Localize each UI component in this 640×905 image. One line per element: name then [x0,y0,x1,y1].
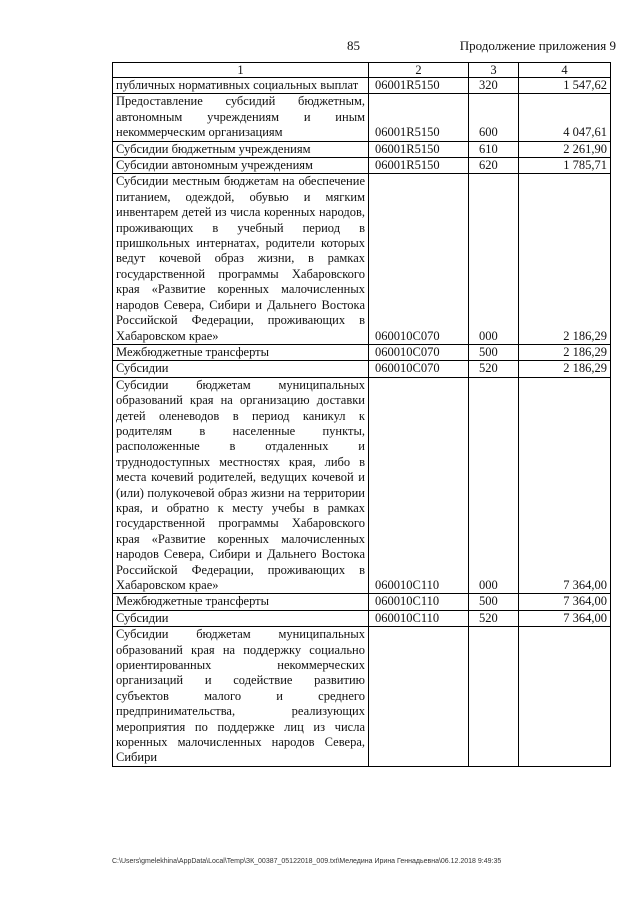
row-code: 060010С110 [369,377,469,594]
column-header: 1 [113,63,369,78]
table-row [113,377,611,594]
table-header-row [113,63,611,78]
row-amount: 7 364,00 [519,594,611,610]
row-type: 500 [469,344,519,360]
table-row [113,627,611,767]
row-type: 500 [469,594,519,610]
row-type: 610 [469,141,519,157]
budget-table [112,62,611,767]
row-name: Субсидии бюджетным учреждениям [113,141,369,157]
row-type [469,627,519,767]
row-name: Субсидии [113,610,369,626]
column-header: 2 [369,63,469,78]
row-name: Субсидии местным бюджетам на обеспечение питанием, одеждой, обувью и мягким инвентарем детей из числа коренных народов, проживающих в учебный период в пришкольных интернатах, родители которых ведут кочевой образ жизни, в рамках государственной программы Хабаровского края «Развитие коренных малочисленных народов Севера, Сибири и Дальнего Востока Российской Федерации, проживающих в Хабаровском крае» [113,174,369,344]
row-type: 320 [469,78,519,94]
row-amount: 2 261,90 [519,141,611,157]
row-code [369,627,469,767]
row-code: 060010С070 [369,361,469,377]
row-name: публичных нормативных социальных выплат [113,78,369,94]
row-code: 06001R5150 [369,158,469,174]
row-amount: 2 186,29 [519,174,611,344]
row-amount: 7 364,00 [519,377,611,594]
row-name: Субсидии бюджетам муниципальных образований края на поддержку социально ориентированных некоммерческих организаций и содействие развитию субъектов малого и среднего предпринимательства, реализующих мероприятия по поддержке лиц из числа коренных малочисленных народов Севера, Сибири [113,627,369,767]
table-row [113,361,611,377]
row-amount: 4 047,61 [519,94,611,141]
file-path-footer: C:\Users\gmelekhina\AppData\Local\Temp\ЗК_00387_05122018_009.txt\Меледина Ирина Геннадьевна\06.12.2018 9:49:35 [112,858,502,865]
row-amount: 7 364,00 [519,610,611,626]
row-name: Межбюджетные трансферты [113,594,369,610]
row-name: Субсидии [113,361,369,377]
row-amount: 2 186,29 [519,361,611,377]
table-row [113,344,611,360]
row-code: 060010С070 [369,174,469,344]
table-row [113,158,611,174]
column-header: 3 [469,63,519,78]
row-type: 520 [469,361,519,377]
row-type: 520 [469,610,519,626]
table-row [113,94,611,141]
row-code: 06001R5150 [369,141,469,157]
row-amount: 2 186,29 [519,344,611,360]
row-code: 06001R5150 [369,78,469,94]
row-name: Субсидии автономным учреждениям [113,158,369,174]
page-caption: Продолжение приложения 9 [459,38,616,53]
row-type: 000 [469,377,519,594]
row-name: Предоставление субсидий бюджетным, автономным учреждениям и иным некоммерческим организациям [113,94,369,141]
table-row [113,594,611,610]
row-name: Субсидии бюджетам муниципальных образований края на организацию доставки детей оленеводов в период каникул к родителям в населенные пункты, расположенные в отдаленных и труднодоступных местностях края, либо в места кочевий родителей, ведущих кочевой и (или) полукочевой образ жизни на территории края, и обратно к месту учебы в рамках государственной программы Хабаровского края «Развитие коренных малочисленных народов Севера, Сибири и Дальнего Востока Российской Федерации, проживающих в Хабаровском крае» [113,377,369,594]
row-code: 060010С070 [369,344,469,360]
row-code: 060010С110 [369,610,469,626]
page-number: 85 [347,38,360,53]
row-code: 060010С110 [369,594,469,610]
row-amount: 1 785,71 [519,158,611,174]
row-name: Межбюджетные трансферты [113,344,369,360]
row-type: 600 [469,94,519,141]
table-row [113,174,611,344]
row-amount [519,627,611,767]
table-row [113,78,611,94]
table-row [113,610,611,626]
column-header: 4 [519,63,611,78]
row-code: 06001R5150 [369,94,469,141]
row-type: 000 [469,174,519,344]
row-type: 620 [469,158,519,174]
table-row [113,141,611,157]
row-amount: 1 547,62 [519,78,611,94]
